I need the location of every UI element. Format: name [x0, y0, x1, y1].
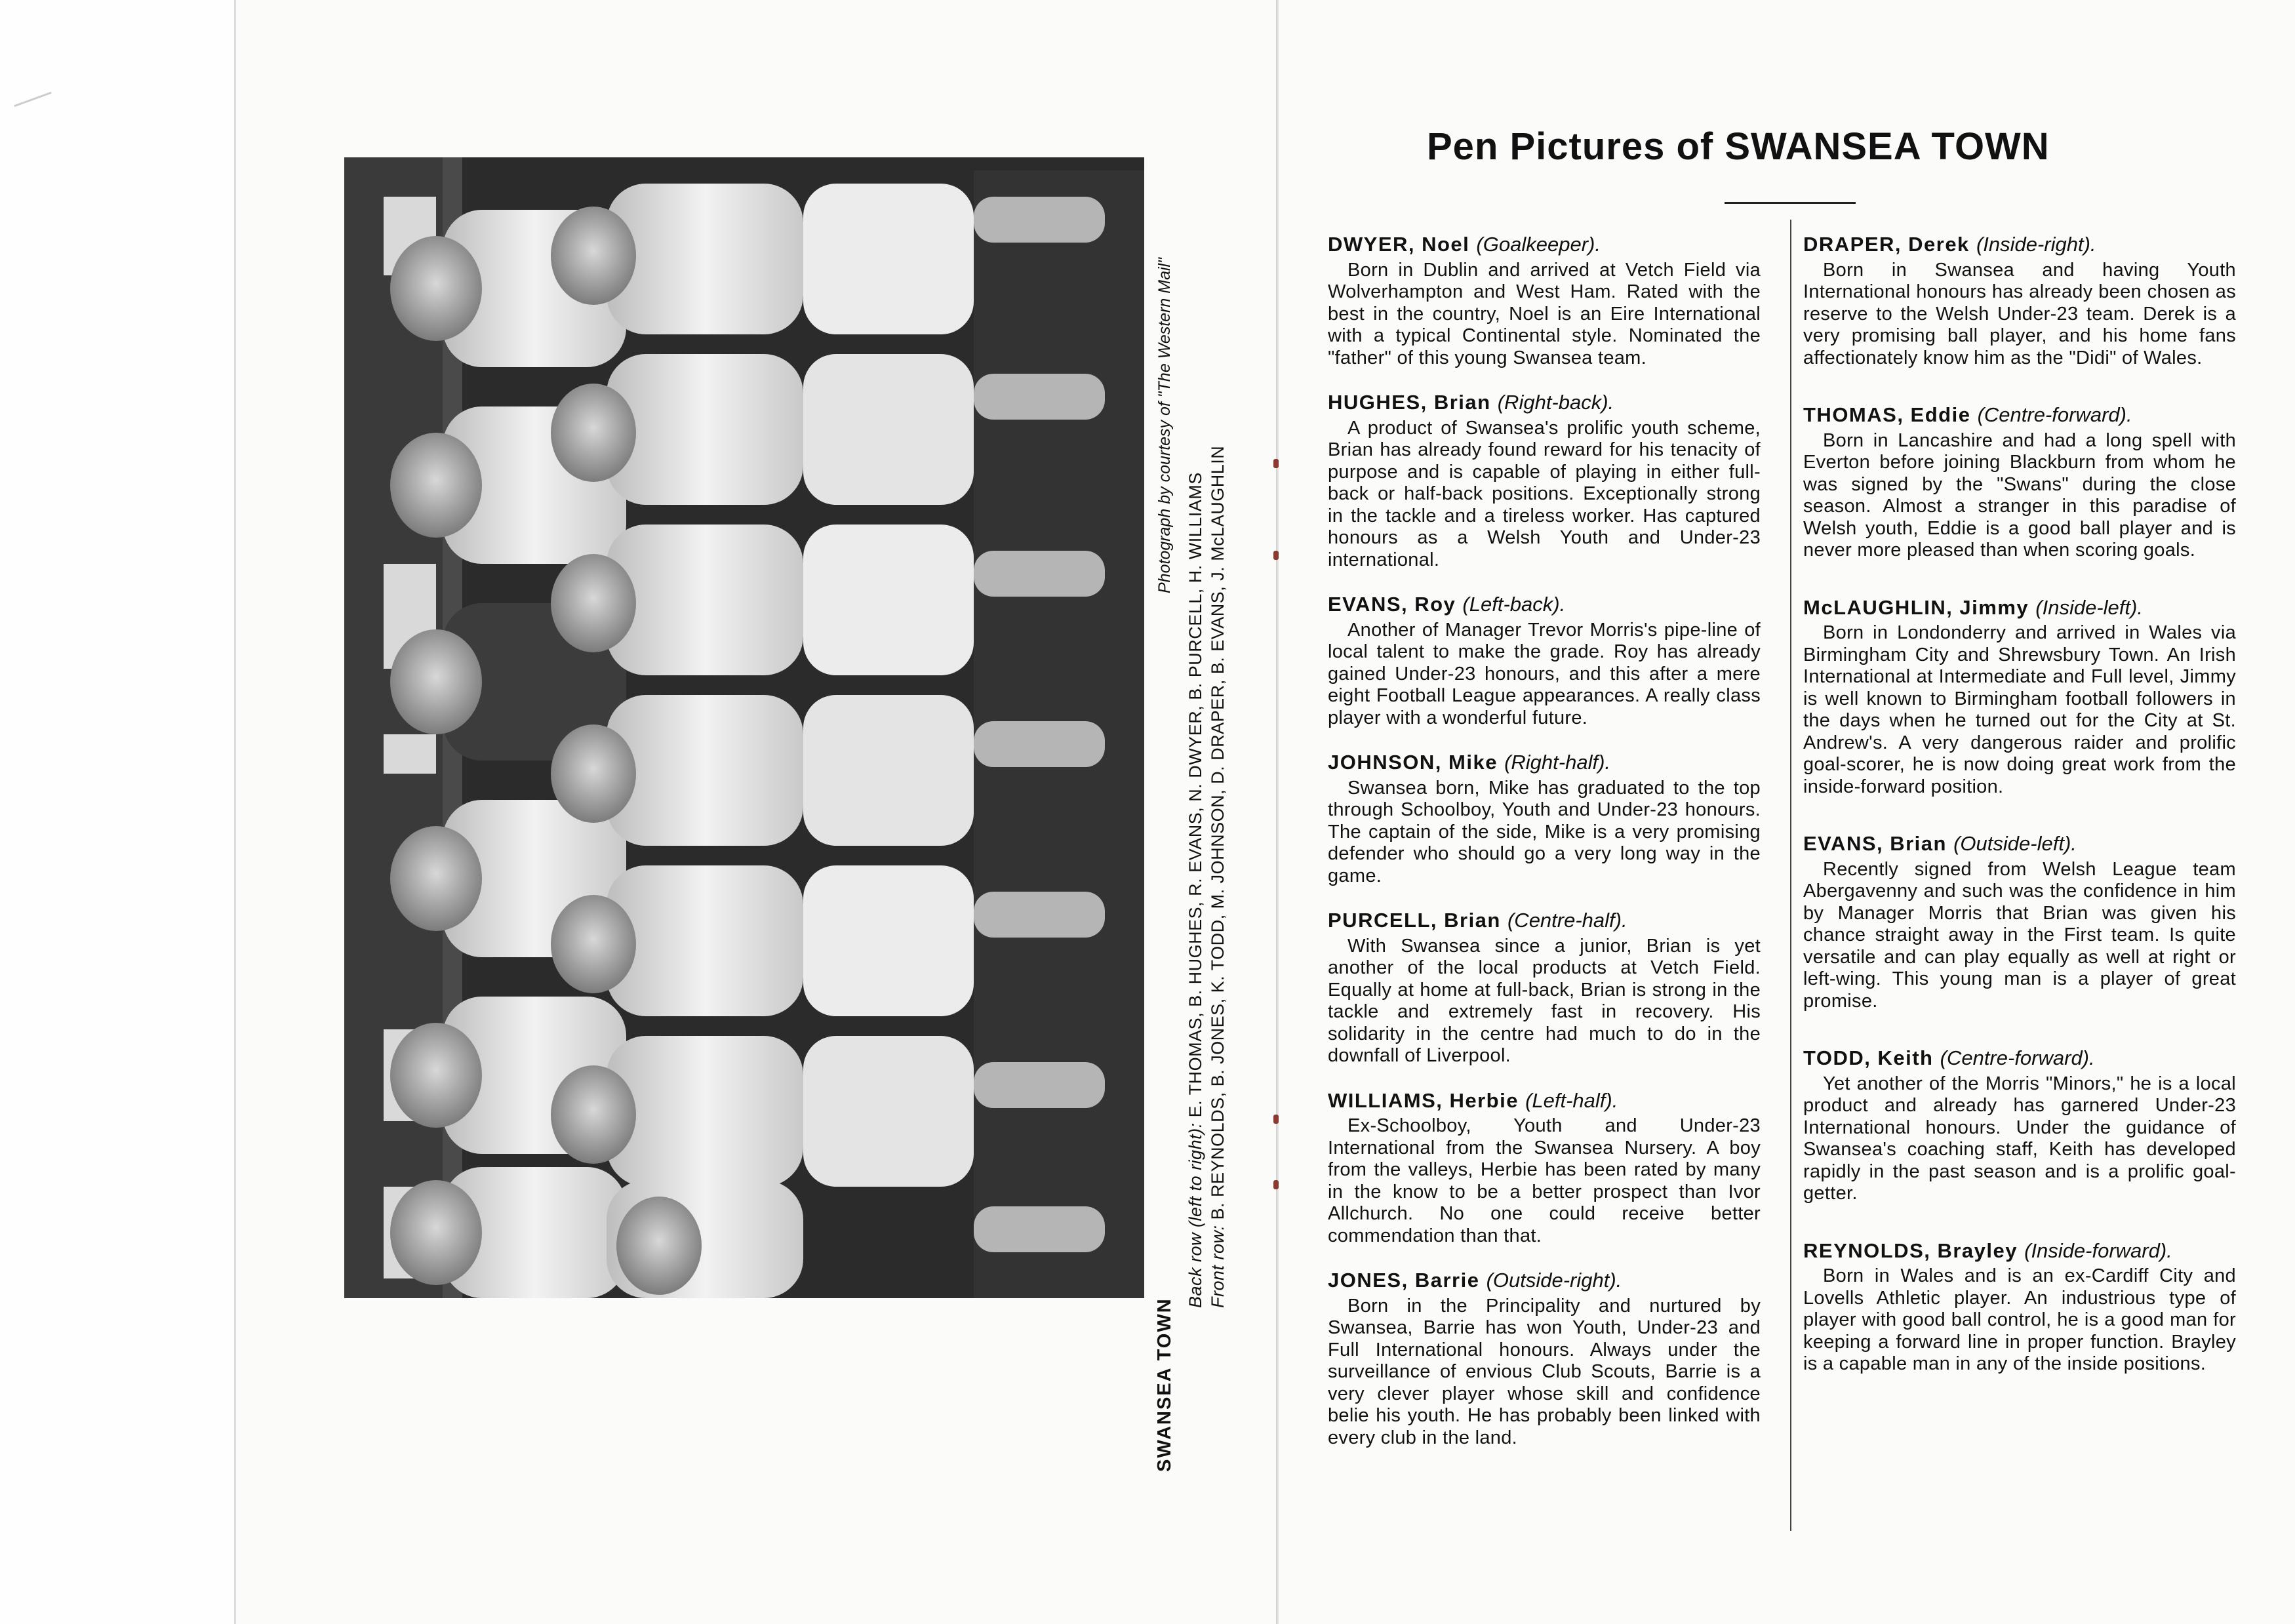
player-position: (Inside-forward).	[2024, 1238, 2172, 1262]
pen-pictures-left-column	[1328, 233, 1761, 1471]
player-bio: Recently signed from Welsh League team Abergavenny and such was the confidence in him by Manager Morris that Brian was given his chance straight away in the First team. Is quite versatile and can play equally as well at right or left-wing. This young man is a player of great promise.	[1803, 858, 2236, 1012]
player-entry	[1328, 909, 1761, 1067]
player-bio: With Swansea since a junior, Brian is yet another of the local products at Vetch Field. Equally at home at full-back, Brian is strong in the tackle and extremely fast in recovery. His solidarity in the centre had much to do in the downfall of Liverpool.	[1328, 935, 1761, 1066]
player-position: (Left-back).	[1462, 593, 1566, 616]
front-row-label: Front row:	[1208, 1225, 1227, 1308]
player-name: WILLIAMS, Herbie	[1328, 1088, 1519, 1112]
player-entry	[1328, 233, 1761, 369]
player-bio: Yet another of the Morris "Minors," he is a local product and already has garnered Under-23 International honours. Under the guidance of Swansea's coaching staff, Keith has developed rapidly in the past season and is a prolific goal-getter.	[1803, 1073, 2236, 1204]
column-divider	[1790, 220, 1791, 1531]
player-name-line	[1328, 391, 1761, 414]
player-name-line	[1328, 909, 1761, 932]
staple-mark	[1273, 1180, 1279, 1189]
player-bio: Another of Manager Trevor Morris's pipe-line of local talent to make the grade. Roy has already gained Under-23 honours, and this after a mere eight Football League appearances. A really class player with a wonderful future.	[1328, 619, 1761, 728]
player-name: DRAPER, Derek	[1803, 233, 1970, 256]
staple-mark	[1273, 1115, 1279, 1124]
player-name: REYNOLDS, Brayley	[1803, 1238, 2018, 1262]
player-position: (Outside-left).	[1953, 832, 2077, 855]
team-photograph	[344, 157, 1144, 1298]
player-entry	[1803, 1240, 2236, 1376]
back-row-names: E. THOMAS, B. HUGHES, R. EVANS, N. DWYER, B. PURCELL, H. WILLIAMS	[1186, 472, 1205, 1118]
player-name-line	[1803, 1240, 2236, 1262]
title-divider	[1725, 202, 1856, 204]
player-entry	[1328, 391, 1761, 571]
player-position: (Outside-right).	[1486, 1269, 1622, 1292]
photo-caption-back-row	[1186, 472, 1206, 1308]
pencil-mark	[14, 92, 51, 107]
player-position: (Right-back).	[1497, 391, 1614, 414]
photo-caption-team: SWANSEA TOWN	[1154, 1297, 1175, 1472]
player-position: (Left-half).	[1525, 1088, 1618, 1112]
player-name: HUGHES, Brian	[1328, 391, 1491, 414]
player-entry	[1328, 1090, 1761, 1248]
player-name-line	[1328, 751, 1761, 774]
player-bio: Born in the Principality and nurtured by Swansea, Barrie has won Youth, Under-23 and Full International honours. Always under the surveillance of envious Club Scouts, Barrie is a very clever player whose skill and confidence belie his youth. He has probably been linked with every club in the land.	[1328, 1295, 1761, 1448]
player-entry	[1803, 1047, 2236, 1205]
photo-caption-front-row	[1208, 446, 1228, 1308]
player-entry	[1803, 404, 2236, 562]
player-position: (Centre-forward).	[1977, 403, 2132, 426]
staple-mark	[1273, 551, 1279, 560]
player-name: JOHNSON, Mike	[1328, 751, 1498, 774]
player-position: (Inside-left).	[2035, 595, 2143, 619]
front-row-names: B. REYNOLDS, B. JONES, K. TODD, M. JOHNSON, D. DRAPER, B. EVANS, J. McLAUGHLIN	[1208, 445, 1227, 1220]
staple-mark	[1273, 459, 1279, 468]
player-name: McLAUGHLIN, Jimmy	[1803, 595, 2029, 619]
player-bio: A product of Swansea's prolific youth scheme, Brian has already found reward for his tenacity of purpose and is capable of playing in either full-back or half-back positions. Exceptionally strong in the tackle and a tireless worker. Has captured honours as a Welsh Youth and Under-23 international.	[1328, 417, 1761, 570]
player-name: DWYER, Noel	[1328, 233, 1470, 256]
player-name: EVANS, Brian	[1803, 832, 1947, 855]
player-name-line	[1328, 233, 1761, 256]
player-position: (Centre-half).	[1507, 909, 1627, 932]
player-bio: Born in Lancashire and had a long spell with Everton before joining Blackburn from whom he was signed by the "Swans" during the close season. Almost a stranger in this paradise of Welsh youth, Eddie is a good ball player and is never more pleased than when scoring goals.	[1803, 429, 2236, 561]
player-bio: Born in Dublin and arrived at Vetch Field via Wolverhampton and West Ham. Rated with the best in the country, Noel is an Eire International with a typical Continental style. Nominated the "father" of this young Swansea team.	[1328, 259, 1761, 368]
player-name-line	[1328, 1090, 1761, 1112]
player-entry	[1328, 1269, 1761, 1449]
team-photograph-image	[344, 157, 1144, 1298]
player-name-line	[1803, 233, 2236, 256]
player-entry	[1803, 233, 2236, 369]
player-name-line	[1803, 404, 2236, 426]
back-row-label: Back row (left to right):	[1186, 1122, 1205, 1308]
player-name-line	[1328, 593, 1761, 616]
player-bio: Swansea born, Mike has graduated to the top through Schoolboy, Youth and Under-23 honours. The captain of the side, Mike is a very promising defender who should go a very long way in the game.	[1328, 777, 1761, 886]
player-name-line	[1328, 1269, 1761, 1292]
player-name-line	[1803, 833, 2236, 855]
player-name: JONES, Barrie	[1328, 1269, 1480, 1292]
player-entry	[1803, 597, 2236, 799]
player-bio: Born in Swansea and having Youth International honours has already been chosen as reserve to the Welsh Under-23 team. Derek is a very promising ball player, and his home fans affectionately know him as the "Didi" of Wales.	[1803, 259, 2236, 368]
player-position: (Goalkeeper).	[1476, 233, 1601, 256]
player-bio: Born in Wales and is an ex-Cardiff City and Lovells Athletic player. An industrious type of player with good ball control, he is a good man for keeping a forward line in proper function. Brayley is a capable man in any of the inside positions.	[1803, 1265, 2236, 1374]
player-name: THOMAS, Eddie	[1803, 403, 1971, 426]
previous-page-edge	[0, 0, 236, 1624]
player-name: TODD, Keith	[1803, 1046, 1934, 1069]
player-name: EVANS, Roy	[1328, 593, 1456, 616]
player-entry	[1803, 833, 2236, 1012]
player-bio: Ex-Schoolboy, Youth and Under-23 International from the Swansea Nursery. A boy from the valleys, Herbie has been rated by many in the know to be a better prospect than Ivor Allchurch. No one could receive better commendation than that.	[1328, 1115, 1761, 1246]
page-title: Pen Pictures of SWANSEA TOWN	[1427, 125, 2050, 168]
player-name-line	[1803, 597, 2236, 619]
player-position: (Inside-right).	[1976, 233, 2096, 256]
player-name-line	[1803, 1047, 2236, 1069]
player-name: PURCELL, Brian	[1328, 909, 1501, 932]
photo-credit: Photograph by courtesy of "The Western Mail"	[1155, 258, 1174, 593]
pen-pictures-right-column	[1803, 233, 2236, 1410]
player-position: (Centre-forward).	[1940, 1046, 2095, 1069]
player-entry	[1328, 751, 1761, 887]
player-position: (Right-half).	[1504, 751, 1611, 774]
player-entry	[1328, 593, 1761, 729]
binding-gutter	[1276, 0, 1279, 1624]
player-bio: Born in Londonderry and arrived in Wales via Birmingham City and Shrewsbury Town. An Irish International at Intermediate and Full level, Jimmy is well known to Birmingham football followers in the days when he turned out for the City at St. Andrew's. A very dangerous raider and prolific goal-scorer, he is now doing great work from the inside-forward position.	[1803, 622, 2236, 797]
